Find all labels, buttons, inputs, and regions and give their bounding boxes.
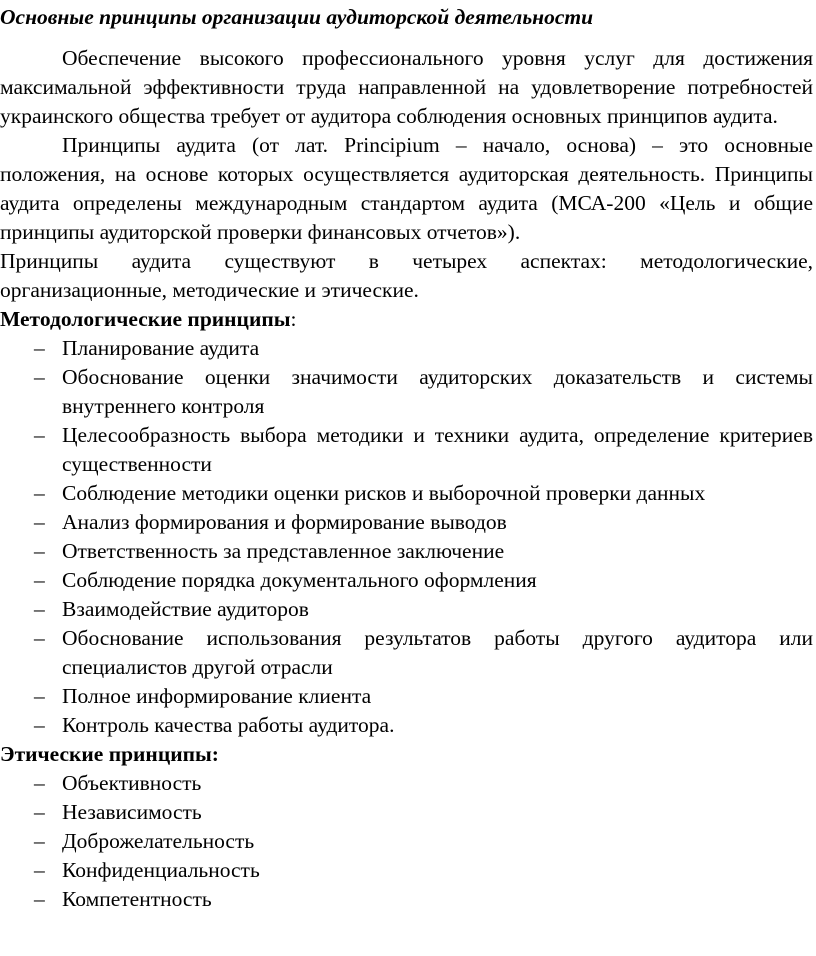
list-item-text: Взаимодействие аудиторов <box>62 597 309 621</box>
list-item-text: Конфиденциальность <box>62 858 260 882</box>
dash-bullet: – <box>34 365 45 389</box>
list-item-text: Ответственность за представленное заключение <box>62 539 505 563</box>
dash-bullet: – <box>34 423 45 447</box>
document-title: Основные принципы организации аудиторской деятельности <box>0 5 594 29</box>
dash-bullet: – <box>34 887 45 911</box>
list-item <box>0 856 813 885</box>
dash-bullet: – <box>34 713 45 737</box>
dash-bullet: – <box>34 800 45 824</box>
list-item <box>0 624 813 682</box>
list-item-text: Независимость <box>62 800 202 824</box>
ethical-list <box>0 769 813 914</box>
list-item-text: Контроль качества работы аудитора. <box>62 713 395 737</box>
methodological-list <box>0 334 813 740</box>
list-item <box>0 479 813 508</box>
dash-bullet: – <box>34 597 45 621</box>
dash-bullet: – <box>34 829 45 853</box>
list-item-text: Компетентность <box>62 887 212 911</box>
methodological-heading-colon: : <box>290 307 297 331</box>
list-item <box>0 595 813 624</box>
list-item <box>0 769 813 798</box>
list-item <box>0 508 813 537</box>
ethical-heading: Этические принципы: <box>0 742 219 766</box>
list-item <box>0 334 813 363</box>
list-item <box>0 682 813 711</box>
list-item <box>0 827 813 856</box>
aspects-paragraph: Принципы аудита существуют в четырех аспектах: методологические, организационные, методические и этические. <box>0 249 813 302</box>
list-item <box>0 885 813 914</box>
list-item <box>0 711 813 740</box>
definition-paragraph: Принципы аудита (от лат. Principium – начало, основа) – это основные положения, на основе которых осуществляется аудиторская деятельность. Принципы аудита определены международным стандартом аудита (МСА-200 «Цель и общие принципы аудиторской проверки финансовых отчетов»). <box>0 133 813 244</box>
list-item-text: Соблюдение порядка документального оформления <box>62 568 537 592</box>
dash-bullet: – <box>34 510 45 534</box>
dash-bullet: – <box>34 626 45 650</box>
list-item-text: Целесообразность выбора методики и техники аудита, определение критериев существенности <box>62 423 813 476</box>
list-item-text: Анализ формирования и формирование выводов <box>62 510 507 534</box>
list-item <box>0 566 813 595</box>
dash-bullet: – <box>34 336 45 360</box>
list-item <box>0 798 813 827</box>
intro-paragraph: Обеспечение высокого профессионального уровня услуг для достижения максимальной эффективности труда направленной на удовлетворение потребностей украинского общества требует от аудитора соблюдения основных принципов аудита. <box>0 46 813 128</box>
list-item <box>0 537 813 566</box>
dash-bullet: – <box>34 539 45 563</box>
list-item <box>0 363 813 421</box>
list-item-text: Соблюдение методики оценки рисков и выборочной проверки данных <box>62 481 706 505</box>
list-item <box>0 421 813 479</box>
dash-bullet: – <box>34 858 45 882</box>
methodological-heading-text: Методологические принципы <box>0 307 291 331</box>
list-item-text: Объективность <box>62 771 202 795</box>
methodological-heading <box>0 305 813 334</box>
dash-bullet: – <box>34 684 45 708</box>
list-item-text: Планирование аудита <box>62 336 260 360</box>
list-item-text: Обоснование оценки значимости аудиторских доказательств и системы внутреннего контроля <box>62 365 813 418</box>
list-item-text: Обоснование использования результатов работы другого аудитора или специалистов другой отрасли <box>62 626 813 679</box>
dash-bullet: – <box>34 568 45 592</box>
list-item-text: Доброжелательность <box>62 829 255 853</box>
dash-bullet: – <box>34 771 45 795</box>
list-item-text: Полное информирование клиента <box>62 684 372 708</box>
dash-bullet: – <box>34 481 45 505</box>
